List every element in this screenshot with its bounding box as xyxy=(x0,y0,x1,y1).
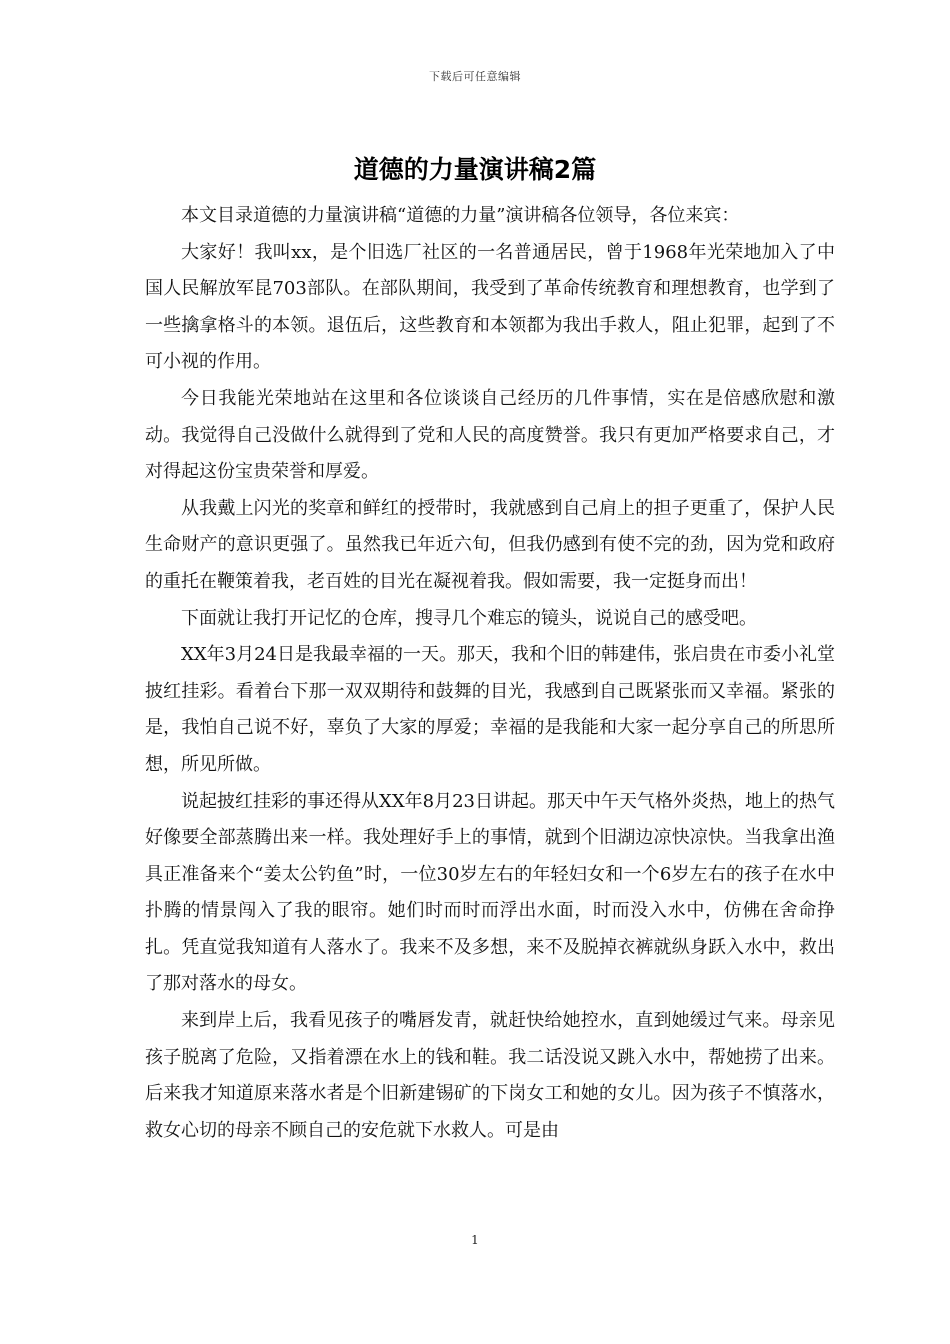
paragraph: 下面就让我打开记忆的仓库，搜寻几个难忘的镜头，说说自己的感受吧。 xyxy=(181,607,757,629)
paragraph: 来到岸上后，我看见孩子的嘴唇发青，就赶快给她控水，直到她缓过气来。母亲见孩子脱离了危险，又指着漂在水上的钱和鞋。我二话没说又跳入水中，帮她捞了出来。后来我才知道原来落水者是个旧新建锡矿的下岗女工和她的女儿。因为孩子不慎落水，救女心切的母亲不顾自己的安危就下水救人。可是由 xyxy=(145,1010,835,1141)
paragraph-intro: 本文目录道德的力量演讲稿“道德的力量”演讲稿各位领导，各位来宾： xyxy=(181,205,740,226)
paragraph: 说起披红挂彩的事还得从XX年8月23日讲起。那天中午天气格外炎热，地上的热气好像要全部蒸腾出来一样。我处理好手上的事情，就到个旧湖边凉快凉快。当我拿出渔具正准备来个“姜太公钓鱼”时，一位30岁左右的年轻妇女和一个6岁左右的孩子在水中扑腾的情景闯入了我的眼帘。她们时而时而浮出水面，时而没入水中，仿佛在舍命挣扎。凭直觉我知道有人落水了。我来不及多想，来不及脱掉衣裤就纵身跃入水中，救出了那对落水的母女。 xyxy=(145,790,835,995)
paragraph: XX年3月24日是我最幸福的一天。那天，我和个旧的韩建伟，张启贵在市委小礼堂披红挂彩。看着台下那一双双期待和鼓舞的目光，我感到自己既紧张而又幸福。紧张的是，我怕自己说不好，辜负了大家的厚爱；幸福的是我能和大家一起分享自己的所思所想，所见所做。 xyxy=(145,644,835,775)
paragraph: 大家好！我叫xx，是个旧选厂社区的一名普通居民，曾于1968年光荣地加入了中国人民解放军昆703部队。在部队期间，我受到了革命传统教育和理想教育，也学到了一些擒拿格斗的本领。退伍后，这些教育和本领都为我出手救人，阻止犯罪，起到了不可小视的作用。 xyxy=(145,241,835,373)
document-body xyxy=(145,198,835,1149)
header-note: 下载后可任意编辑 xyxy=(429,70,521,83)
document-title: 道德的力量演讲稿2篇 xyxy=(353,155,597,184)
paragraph: 从我戴上闪光的奖章和鲜红的授带时，我就感到自己肩上的担子更重了，保护人民生命财产的意识更强了。虽然我已年近六旬，但我仍感到有使不完的劲，因为党和政府的重托在鞭策着我，老百姓的目光在凝视着我。假如需要，我一定挺身而出！ xyxy=(145,497,835,592)
paragraph: 今日我能光荣地站在这里和各位谈谈自己经历的几件事情，实在是倍感欣慰和激动。我觉得自己没做什么就得到了党和人民的高度赞誉。我只有更加严格要求自己，才对得起这份宝贵荣誉和厚爱。 xyxy=(145,387,835,483)
page-number: 1 xyxy=(471,1233,479,1247)
